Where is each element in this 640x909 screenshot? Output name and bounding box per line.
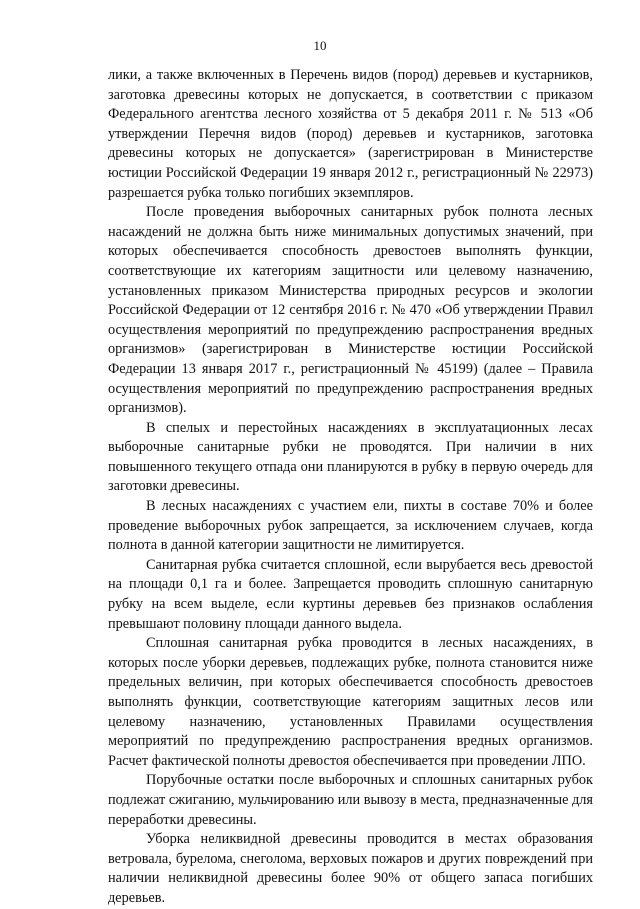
paragraph-unmarketable-wood: Уборка неликвидной древесины проводится в местах образования ветровала, бурелома, снеголома, верховых пожаров и других повреждений при наличии неликвидной древесины более 90% от общего запаса погибших деревьев. bbox=[108, 831, 593, 906]
paragraph-continuation: лики, а также включенных в Перечень видов (пород) деревьев и кустарников, заготовка древесины которых не допускается, в соответствии с приказом Федерального агентства лесного хозяйства от 5 декабря 2011 г. № 513 «Об утверждении Перечня видов (пород) деревьев и кустарников, заготовка древесины которых не допускается» (зарегистрирован в Министерстве юстиции Российской Федерации 19 января 2012 г., регистрационный № 22973) разрешается рубка только погибших экземпляров. bbox=[108, 67, 593, 201]
paragraph-stand-density: После проведения выборочных санитарных рубок полнота лесных насаждений не должна быть ниже минимальных допустимых значений, при которых обеспечивается способность древостоев выполнять функции, соответствующие их категориям защитности или целевому назначению, установленных приказом Министерства природных ресурсов и экологии Российской Федерации от 12 сентября 2016 г. № 470 «Об утверждении Правил осуществления мероприятий по предупреждению распространения вредных организмов» (зарегистрирован в Министерстве юстиции Российской Федерации 13 января 2017 г., регистрационный № 45199) (далее – Правила осуществления мероприятий по предупреждению распространения вредных организмов). bbox=[108, 204, 593, 417]
paragraph-clear-cutting-definition: Санитарная рубка считается сплошной, если вырубается весь древостой на площади 0,1 га и более. Запрещается проводить сплошную санитарную рубку на всем выделе, если куртины деревьев без признаков ослабления превышают половину площади данного выдела. bbox=[108, 556, 593, 632]
paragraph-mature-stands: В спелых и перестойных насаждениях в эксплуатационных лесах выборочные санитарные рубки не проводятся. При наличии в них повышенного текущего отпада они планируются в рубку в первую очередь для заготовки древесины. bbox=[108, 419, 593, 495]
paragraph-logging-residues: Порубочные остатки после выборочных и сплошных санитарных рубок подлежат сжиганию, мульчированию или вывозу в места, предназначенные для переработки древесины. bbox=[108, 772, 593, 828]
page-number: 10 bbox=[313, 38, 327, 53]
paragraph-clear-cutting-conditions: Сплошная санитарная рубка проводится в лесных насаждениях, в которых после уборки деревьев, подлежащих рубке, полнота становится ниже предельных величин, при которых обеспечивается способность древостоев выполнять функции, соответствующие категориям защитных лесов или целевому назначению, установленных Правилами осуществления мероприятий по предупреждению распространения вредных организмов. Расчет фактической полноты древостоя обеспечивается при проведении ЛПО. bbox=[108, 635, 593, 769]
body-text bbox=[108, 66, 593, 909]
paragraph-spruce-fir: В лесных насаждениях с участием ели, пихты в составе 70% и более проведение выборочных рубок запрещается, за исключением случаев, когда полнота в данной категории защитности не лимитируется. bbox=[108, 498, 593, 554]
